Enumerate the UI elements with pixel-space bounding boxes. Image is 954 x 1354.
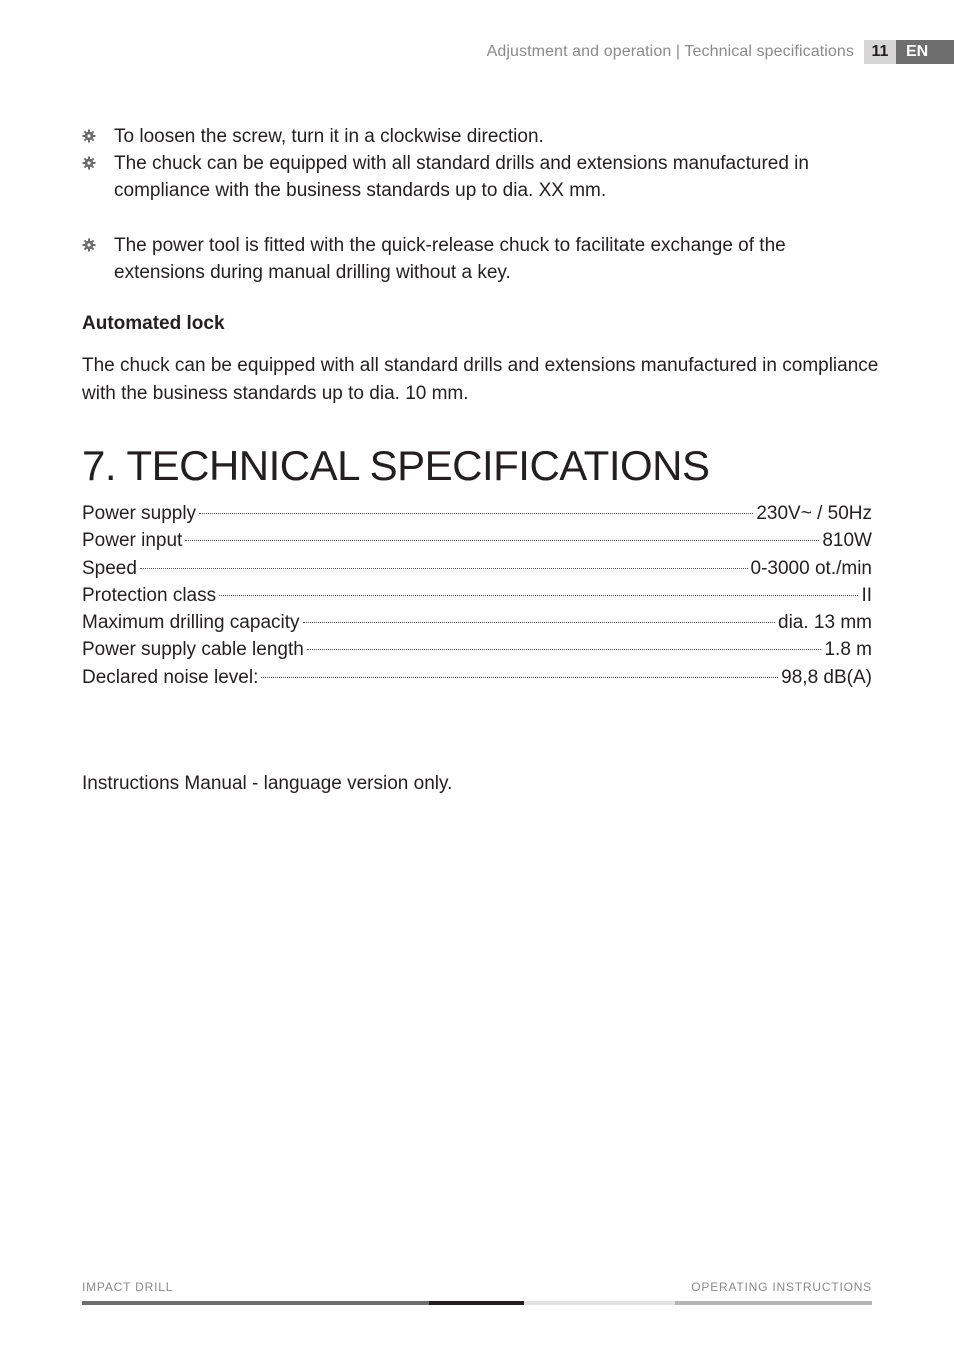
bullet-item — [82, 150, 872, 204]
subheading-automated-lock: Automated lock — [82, 313, 225, 334]
dot-leader — [261, 677, 778, 678]
spec-label: Speed — [82, 557, 137, 579]
spec-row — [82, 582, 872, 609]
spec-label: Power supply — [82, 503, 197, 524]
page-header — [487, 40, 954, 64]
spec-value: 0-3000 ot./min — [750, 557, 872, 579]
spec-value: II — [861, 584, 872, 606]
spec-value: dia. 13 mm — [778, 612, 872, 634]
footer-divider — [82, 1301, 872, 1305]
footer-bar-segment — [82, 1301, 429, 1305]
gear-bullet-icon — [82, 129, 96, 143]
spec-value: 98,8 dB(A) — [781, 666, 872, 688]
gear-bullet-icon — [82, 156, 96, 170]
spec-label: Power supply cable length — [82, 639, 304, 661]
page-number: 11 — [864, 40, 896, 64]
footer-bar-segment — [675, 1301, 872, 1305]
spec-label: Maximum drilling capacity — [82, 612, 300, 634]
spec-value: 810W — [822, 530, 872, 552]
language-note: Instructions Manual - language version only. — [82, 773, 453, 794]
spec-value: 230V~ / 50Hz — [756, 503, 872, 524]
spec-row — [82, 609, 872, 636]
bullet-text: The power tool is fitted with the quick-release chuck to facilitate exchange of the extensions during manual drilling without a key. — [114, 235, 786, 283]
header-title: Adjustment and operation | Technical specifications — [486, 43, 854, 60]
bullet-text: The chuck can be equipped with all standard drills and extensions manufactured in compliance with the business standards up to dia. XX mm. — [114, 153, 809, 201]
dot-leader — [140, 568, 748, 569]
footer-product-name: IMPACT DRILL — [82, 1280, 174, 1294]
dot-leader — [219, 595, 858, 596]
footer-bar-segment — [524, 1301, 675, 1305]
spec-label: Declared noise level: — [82, 666, 259, 688]
spec-label: Protection class — [82, 584, 217, 606]
bullet-text: To loosen the screw, turn it in a clockwise direction. — [114, 126, 544, 147]
dot-leader — [307, 649, 822, 650]
spec-label: Power input — [82, 530, 183, 552]
spec-row — [82, 527, 872, 554]
section-title: 7. TECHNICAL SPECIFICATIONS — [82, 442, 710, 489]
dot-leader — [199, 513, 753, 514]
automated-lock-paragraph: The chuck can be equipped with all standard drills and extensions manufactured in compliance with the business standards up to dia. 10 mm. — [82, 355, 879, 404]
spec-value: 1.8 m — [824, 639, 872, 661]
spec-row — [82, 500, 872, 527]
language-badge: EN — [896, 40, 954, 64]
footer-doc-type: OPERATING INSTRUCTIONS — [691, 1280, 872, 1294]
spec-row — [82, 555, 872, 582]
bullet-item — [82, 232, 872, 286]
footer-bar-segment — [429, 1301, 524, 1305]
dot-leader — [303, 622, 776, 623]
spec-row — [82, 664, 872, 691]
spec-list — [82, 500, 872, 691]
gear-bullet-icon — [82, 238, 96, 252]
spec-row — [82, 636, 872, 663]
bullet-item — [82, 123, 872, 150]
dot-leader — [185, 540, 819, 541]
